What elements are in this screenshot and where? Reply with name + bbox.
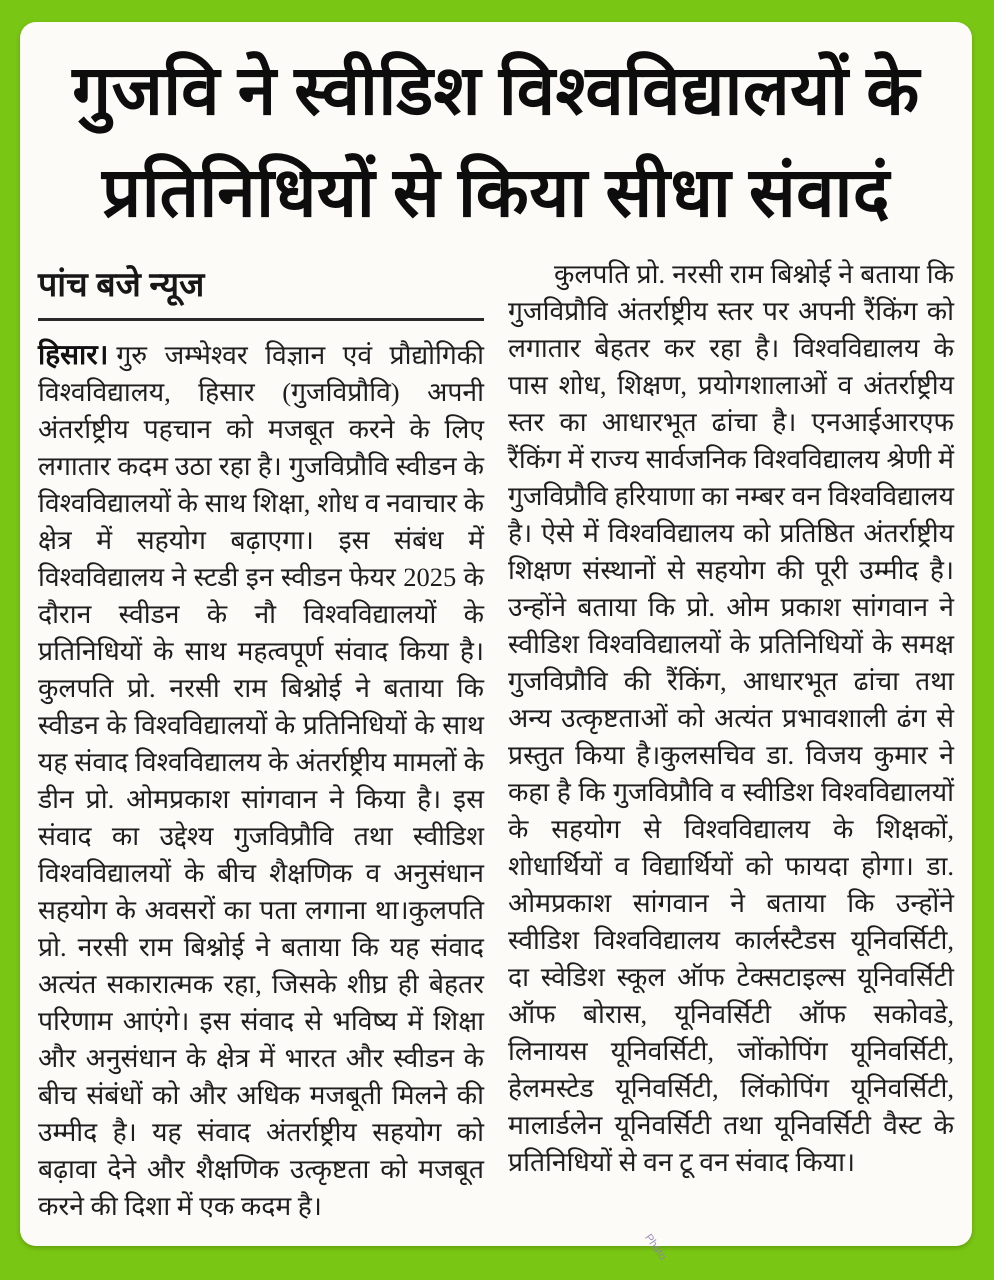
headline-line-1: गुजवि ने स्वीडिश विश्वविद्यालयों के [72,53,920,129]
right-column [508,254,954,1225]
article-paragraph-right: कुलपति प्रो. नरसी राम बिश्नोई ने बताया कि गुजविप्रौवि अंतर्राष्ट्रीय स्तर पर अपनी रैंकिंग को लगातार बेहतर कर रहा है। विश्वविद्यालय के पास शोध, शिक्षण, प्रयोगशालाओं व अंतर्राष्ट्रीय स्तर का आधारभूत ढांचा है। एनआईआरएफ रैंकिंग में राज्य सार्वजनिक विश्वविद्यालय श्रेणी में गुजविप्रौवि हरियाणा का नम्बर वन विश्वविद्यालय है। ऐसे में विश्वविद्यालय को प्रतिष्ठित अंतर्राष्ट्रीय शिक्षण संस्थानों से सहयोग की पूरी उम्मीद है। उन्होंने बताया कि प्रो. ओम प्रकाश सांगवान ने स्वीडिश विश्वविद्यालयों के प्रतिनिधियों के समक्ष गुजविप्रौवि की रैंकिंग, आधारभूत ढांचा तथा अन्य उत्कृष्टताओं को अत्यंत प्रभावशाली ढंग से प्रस्तुत किया है।कुलसचिव डा. विजय कुमार ने कहा है कि गुजविप्रौवि व स्वीडिश विश्वविद्यालयों के सहयोग से विश्वविद्यालय के शिक्षकों, शोधार्थियों व विद्यार्थियों को फायदा होगा। डा. ओमप्रकाश सांगवान ने बताया कि उन्होंने स्वीडिश विश्वविद्यालय कार्लस्टैडस यूनिवर्सिटी, दा स्वेडिश स्कूल ऑफ टेक्सटाइल्स यूनिवर्सिटी ऑफ बोरास, यूनिवर्सिटी ऑफ सकोवडे, लिनायस यूनिवर्सिटी, जोंकोपिंग यूनिवर्सिटी, हेलमस्टेड यूनिवर्सिटी, लिंकोपिंग यूनिवर्सिटी, मालार्डलेन यूनिवर्सिटी तथा यूनिवर्सिटी वैस्ट के प्रतिनिधियों से वन टू वन संवाद किया। [508,259,954,1178]
dateline: हिसार। [38,340,109,372]
left-column [38,254,484,1225]
photo-watermark: Photo [642,1232,669,1263]
article-headline [38,40,954,244]
headline-line-2: प्रतिनिधियों से किया सीधा संवादं [101,155,891,232]
byline: पांच बजे न्यूज [38,254,484,321]
newspaper-clipping [20,22,972,1246]
left-column-text: गुरु जम्भेश्वर विज्ञान एवं प्रौद्योगिकी विश्वविद्यालय, हिसार (गुजविप्रौवि) अपनी अंतर्राष्ट्रीय पहचान को मजबूत करने के लिए लगातार कदम उठा रहा है। गुजविप्रौवि स्वीडन के विश्वविद्यालयों के साथ शिक्षा, शोध व नवाचार के क्षेत्र में सहयोग बढ़ाएगा। इस संबंध में विश्वविद्यालय ने स्टडी इन स्वीडन फेयर 2025 के दौरान स्वीडन के नौ विश्वविद्यालयों के प्रतिनिधियों के साथ महत्वपूर्ण संवाद किया है। कुलपति प्रो. नरसी राम बिश्नोई ने बताया कि स्वीडन के विश्वविद्यालयों के प्रतिनिधियों के साथ यह संवाद विश्वविद्यालय के अंतर्राष्ट्रीय मामलों के डीन प्रो. ओमप्रकाश सांगवान ने किया है। इस संवाद का उद्देश्य गुजविप्रौवि तथा स्वीडिश विश्वविद्यालयों के बीच शैक्षणिक व अनुसंधान सहयोग के अवसरों का पता लगाना था।कुलपति प्रो. नरसी राम बिश्नोई ने बताया कि यह संवाद अत्यंत सकारात्मक रहा, जिसके शीघ्र ही बेहतर परिणाम आएंगे। इस संवाद से भविष्य में शिक्षा और अनुसंधान के क्षेत्र में भारत और स्वीडन के बीच संबंधों को और अधिक मजबूती मिलने की उम्मीद है। यह संवाद अंतर्राष्ट्रीय सहयोग को बढ़ावा देने और शैक्षणिक उत्कृष्टता को मजबूत करने की दिशा में एक कदम है। [38,340,484,1222]
article-paragraph-left [38,337,484,1225]
article-columns [38,254,954,1225]
